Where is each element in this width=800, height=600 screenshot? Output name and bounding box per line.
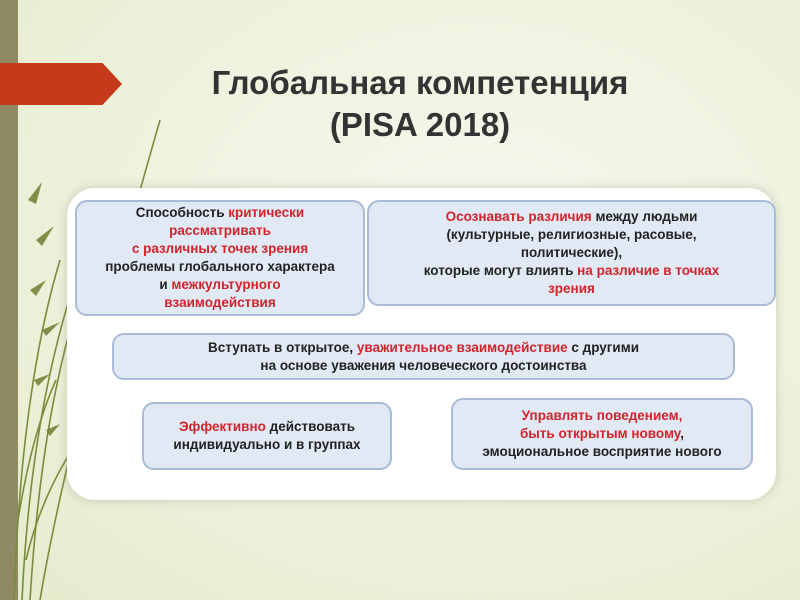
behavior-line-2 <box>520 425 684 443</box>
behavior-line-1: Управлять поведением, <box>521 408 683 423</box>
differences-box <box>367 200 776 306</box>
critical-line-1 <box>136 204 304 222</box>
highlight-segment: Осознавать различия <box>445 209 592 224</box>
effective-line-2: индивидуально и в группах <box>173 437 361 452</box>
highlight-segment: Эффективно <box>178 419 266 434</box>
title-line-2: (PISA 2018) <box>329 106 511 143</box>
competence-panel <box>67 188 776 500</box>
critical-line-3: с различных точек зрения <box>131 241 309 256</box>
text-segment: Вступать в открытое, <box>208 339 357 355</box>
differences-line-1 <box>446 208 698 226</box>
differences-line-3: политические), <box>520 245 623 260</box>
text-segment: Способность <box>135 205 229 220</box>
highlight-segment: на различие в точках <box>577 263 720 278</box>
interaction-box <box>112 333 735 380</box>
critical-line-2: рассматривать <box>169 223 271 238</box>
critical-line-6: взаимодействия <box>164 295 276 310</box>
highlight-segment: критически <box>228 205 305 220</box>
title-arrow-tab <box>0 63 122 105</box>
text-segment: с другими <box>567 339 639 355</box>
differences-line-4 <box>424 262 720 280</box>
interaction-line-1 <box>208 339 639 357</box>
text-segment: которые могут влиять <box>423 263 578 278</box>
highlight-segment: быть открытым новому <box>519 426 681 441</box>
behavior-line-3: эмоциональное восприятие нового <box>482 444 722 459</box>
title-line-1: Глобальная компетенция <box>211 64 629 101</box>
text-segment: и <box>159 277 172 292</box>
behavior-box <box>451 398 753 470</box>
critical-thinking-box <box>75 200 365 316</box>
differences-line-5: зрения <box>548 281 595 296</box>
text-segment: , <box>680 426 685 441</box>
interaction-line-2: на основе уважения человеческого достоинства <box>260 357 587 373</box>
highlight-segment: межкультурного <box>171 277 281 292</box>
text-segment: между людьми <box>591 209 698 224</box>
page-title <box>150 62 690 146</box>
effective-action-box <box>142 402 392 470</box>
critical-line-4: проблемы глобального характера <box>105 259 335 274</box>
differences-line-2: (культурные, религиозные, расовые, <box>446 227 697 242</box>
text-segment: действовать <box>265 419 356 434</box>
effective-line-1 <box>179 418 355 436</box>
critical-line-5 <box>159 276 280 294</box>
highlight-segment: уважительное взаимодействие <box>356 339 568 355</box>
